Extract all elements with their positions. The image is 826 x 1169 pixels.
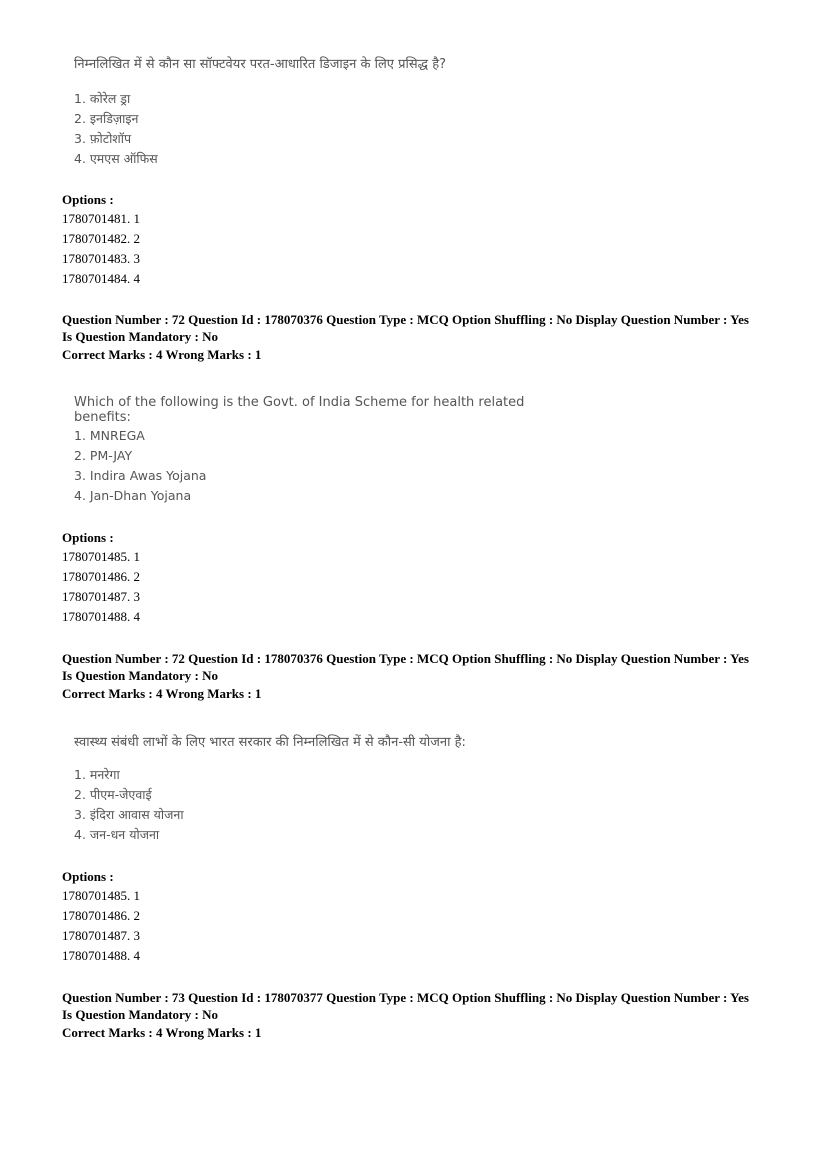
question-image [70, 54, 530, 169]
option-id: 1780701481. 1 [62, 211, 140, 226]
question-meta [62, 990, 782, 1046]
question-stem: Which of the following is the Govt. of India Scheme for health related benefits: [74, 395, 525, 425]
option-id: 1780701484. 4 [62, 271, 140, 286]
question-choice: 3. इंदिरा आवास योजना [74, 807, 184, 822]
question-choice: 3. Indira Awas Yojana [74, 468, 207, 483]
question-meta-line1: Question Number : 72 Question Id : 178070376 Question Type : MCQ Option Shuffling : No Display Question Number : Yes [62, 651, 749, 666]
options-label: Options : [62, 530, 114, 545]
question-meta-line3: Correct Marks : 4 Wrong Marks : 1 [62, 347, 262, 362]
options-section [62, 530, 362, 630]
question-meta-line2: Is Question Mandatory : No [62, 668, 219, 683]
question-choice: 4. जन-धन योजना [74, 827, 160, 842]
question-meta-line3: Correct Marks : 4 Wrong Marks : 1 [62, 1025, 262, 1040]
option-id: 1780701487. 3 [62, 589, 140, 604]
option-id: 1780701482. 2 [62, 231, 140, 246]
option-id: 1780701486. 2 [62, 569, 140, 584]
question-meta-line1: Question Number : 72 Question Id : 178070376 Question Type : MCQ Option Shuffling : No Display Question Number : Yes [62, 312, 749, 327]
question-choice: 4. Jan-Dhan Yojana [74, 488, 192, 503]
question-choice: 2. इनडिज़ाइन [74, 111, 139, 126]
question-stem: स्वास्थ्य संबंधी लाभों के लिए भारत सरकार की निम्नलिखित में से कौन-सी योजना है: [74, 735, 466, 750]
option-id: 1780701488. 4 [62, 609, 140, 624]
question-meta-line2: Is Question Mandatory : No [62, 329, 219, 344]
question-meta-line1: Question Number : 73 Question Id : 178070377 Question Type : MCQ Option Shuffling : No Display Question Number : Yes [62, 990, 749, 1005]
options-section [62, 192, 362, 292]
question-image [70, 732, 550, 847]
option-id: 1780701485. 1 [62, 549, 140, 564]
question-stem: निम्नलिखित में से कौन सा सॉफ्टवेयर परत-आधारित डिजाइन के लिए प्रसिद्ध है? [74, 57, 446, 72]
question-choice: 2. PM-JAY [74, 448, 133, 463]
options-label: Options : [62, 192, 114, 207]
option-id: 1780701486. 2 [62, 908, 140, 923]
options-section [62, 869, 362, 969]
question-meta [62, 312, 782, 368]
question-choice: 1. कोरेल ड्रा [74, 91, 131, 106]
question-meta [62, 651, 782, 707]
option-id: 1780701485. 1 [62, 888, 140, 903]
option-id: 1780701487. 3 [62, 928, 140, 943]
question-image [70, 395, 550, 510]
question-choice: 1. मनरेगा [74, 767, 120, 782]
options-label: Options : [62, 869, 114, 884]
question-meta-line3: Correct Marks : 4 Wrong Marks : 1 [62, 686, 262, 701]
question-choice: 2. पीएम-जेएवाई [74, 787, 152, 802]
question-choice: 4. एमएस ऑफिस [74, 151, 158, 166]
question-meta-line2: Is Question Mandatory : No [62, 1007, 219, 1022]
question-choice: 1. MNREGA [74, 428, 145, 443]
option-id: 1780701483. 3 [62, 251, 140, 266]
option-id: 1780701488. 4 [62, 948, 140, 963]
question-choice: 3. फ़ोटोशॉप [74, 131, 132, 146]
